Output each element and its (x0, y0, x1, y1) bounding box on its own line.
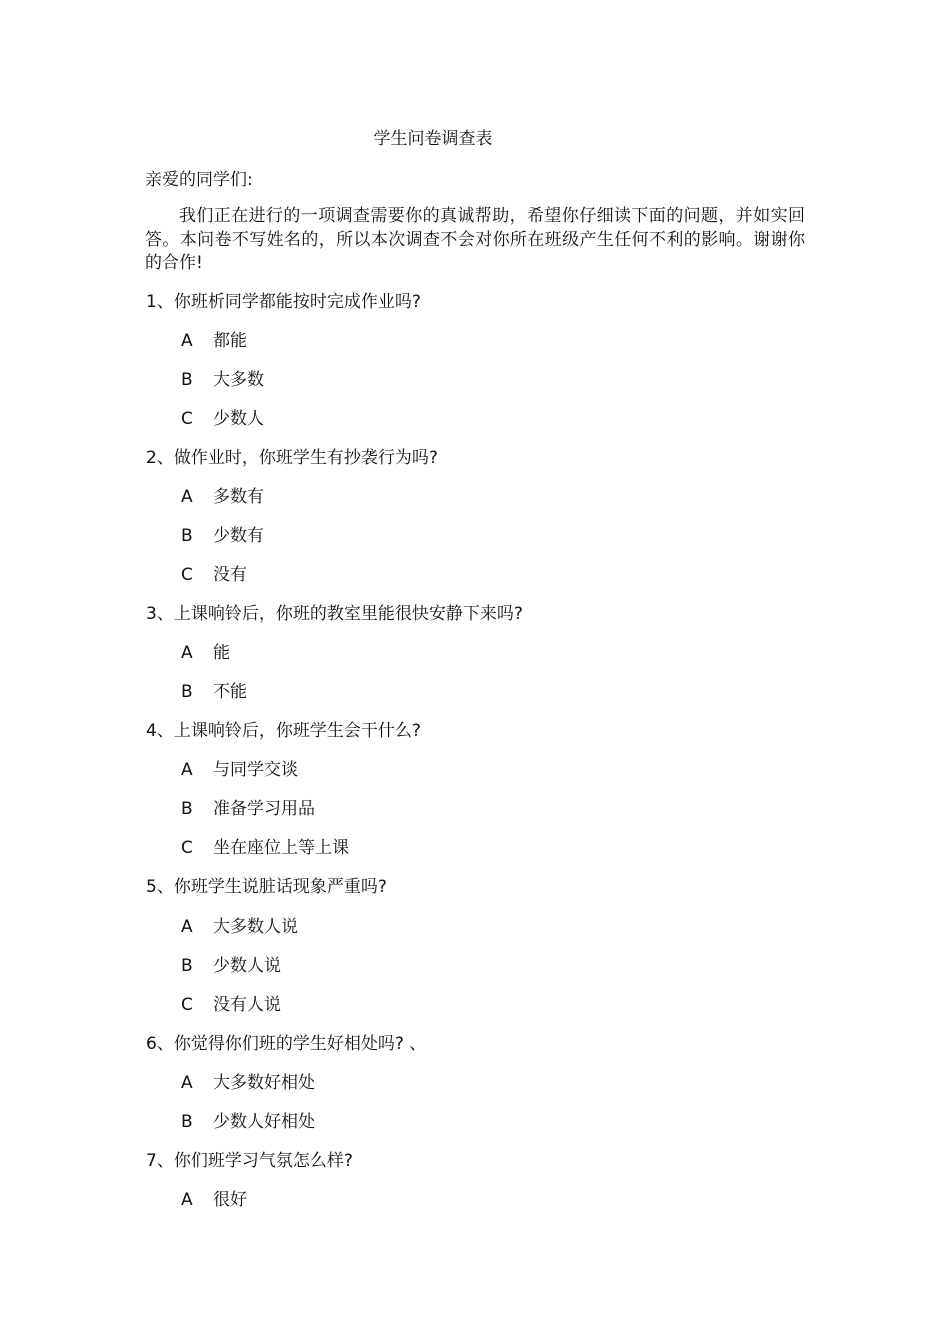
option-letter: B (181, 1112, 193, 1132)
option-text: 大多数人说 (213, 917, 298, 937)
question-5-option-a (181, 915, 298, 939)
option-text: 大多数好相处 (213, 1073, 315, 1093)
document-title: 学生问卷调查表 (373, 129, 493, 149)
option-letter: C (181, 995, 193, 1015)
question-3: 3、上课响铃后，你班的教室里能很快安静下来吗? (146, 604, 523, 624)
option-text: 坐在座位上等上课 (213, 838, 349, 858)
option-text: 准备学习用品 (213, 799, 315, 819)
question-3-option-b (181, 680, 247, 704)
option-text: 没有人说 (213, 995, 281, 1015)
question-7-option-a (181, 1188, 247, 1212)
question-1-option-a (181, 329, 247, 353)
option-letter: A (181, 331, 193, 351)
option-letter: A (181, 917, 193, 937)
option-text: 很好 (213, 1190, 247, 1210)
intro-paragraph: 我们正在进行的一项调查需要你的真诚帮助，希望你仔细读下面的问题，并如实回答。本问卷不写姓名的，所以本次调查不会对你所在班级产生任何不利的影响。谢谢你的合作! (145, 206, 805, 273)
question-4: 4、上课响铃后，你班学生会干什么? (146, 721, 421, 741)
option-letter: C (181, 838, 193, 858)
option-text: 与同学交谈 (213, 760, 298, 780)
question-1-option-c (181, 407, 264, 431)
option-text: 多数有 (213, 487, 264, 507)
option-letter: B (181, 370, 193, 390)
question-2-option-b (181, 524, 264, 548)
question-7: 7、你们班学习气氛怎么样? (146, 1151, 353, 1171)
question-5-option-b (181, 954, 281, 978)
option-text: 少数人说 (213, 956, 281, 976)
question-2-option-c (181, 563, 247, 587)
question-4-option-a (181, 758, 298, 782)
question-2-option-a (181, 485, 264, 509)
question-4-option-b (181, 797, 315, 821)
option-letter: B (181, 956, 193, 976)
option-text: 都能 (213, 331, 247, 351)
option-text: 少数人 (213, 409, 264, 429)
option-text: 少数有 (213, 526, 264, 546)
option-text: 能 (213, 643, 230, 663)
question-3-option-a (181, 641, 230, 665)
option-letter: B (181, 799, 193, 819)
option-letter: B (181, 682, 193, 702)
question-1: 1、你班析同学都能按时完成作业吗? (146, 292, 421, 312)
question-6-option-b (181, 1110, 315, 1134)
option-letter: A (181, 487, 193, 507)
option-letter: A (181, 643, 193, 663)
option-letter: A (181, 1073, 193, 1093)
question-5: 5、你班学生说脏话现象严重吗? (146, 877, 387, 897)
question-4-option-c (181, 836, 349, 860)
option-letter: A (181, 760, 193, 780)
greeting: 亲爱的同学们: (145, 170, 253, 190)
question-5-option-c (181, 993, 281, 1017)
option-letter: B (181, 526, 193, 546)
option-letter: A (181, 1190, 193, 1210)
question-2: 2、做作业时，你班学生有抄袭行为吗? (146, 448, 438, 468)
option-text: 大多数 (213, 370, 264, 390)
option-letter: C (181, 565, 193, 585)
question-6: 6、你觉得你们班的学生好相处吗? 、 (146, 1034, 427, 1054)
option-text: 不能 (213, 682, 247, 702)
option-text: 没有 (213, 565, 247, 585)
question-6-option-a (181, 1071, 315, 1095)
question-1-option-b (181, 368, 264, 392)
option-text: 少数人好相处 (213, 1112, 315, 1132)
option-letter: C (181, 409, 193, 429)
